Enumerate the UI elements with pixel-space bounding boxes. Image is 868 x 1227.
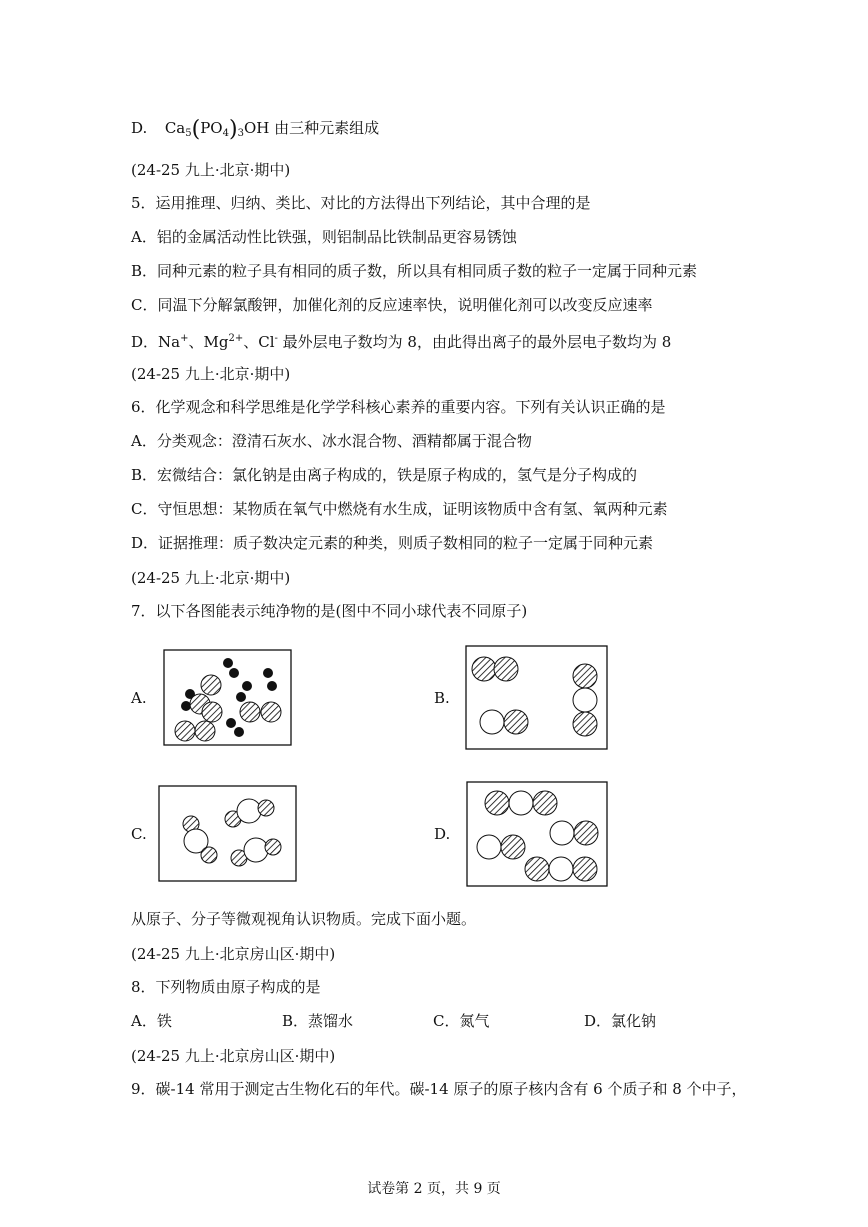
- q8-option-b[interactable]: B．蒸馏水: [282, 1012, 354, 1030]
- q7-stem: 7．以下各图能表示纯净物的是(图中不同小球代表不同原子): [131, 602, 528, 620]
- q8-option-a[interactable]: A．铁: [131, 1012, 172, 1030]
- q6-stem: 6．化学观念和科学思维是化学学科核心素养的重要内容。下列有关认识正确的是: [131, 398, 666, 416]
- q8-option-c[interactable]: C．氮气: [433, 1012, 490, 1030]
- q5-stem: 5．运用推理、归纳、类比、对比的方法得出下列结论，其中合理的是: [131, 194, 591, 212]
- source-tag: (24-25 九上·北京·期中): [131, 365, 291, 383]
- q4-option-d-label: D.: [131, 119, 148, 137]
- q5-option-a[interactable]: A．铝的金属活动性比铁强，则铝制品比铁制品更容易锈蚀: [131, 228, 517, 246]
- q7-label-b[interactable]: B.: [434, 689, 450, 707]
- q5-option-c[interactable]: C．同温下分解氯酸钾，加催化剂的反应速率快，说明催化剂可以改变反应速率: [131, 296, 653, 314]
- q9-stem: 9．碳-14 常用于测定古生物化石的年代。碳-14 原子的原子核内含有 6 个质子和 8 个中子，: [131, 1080, 747, 1098]
- q7-figure-d[interactable]: [467, 782, 607, 886]
- q4-formula: $Ca_5(PO_4)_3OH$: [164, 117, 270, 142]
- q5-option-d[interactable]: D．Na+、$Mg^{2+}$、Cl- 最外层电子数均为 8，由此得出离子的最外层电子数均为 8: [131, 333, 672, 351]
- q4-option-d: [131, 118, 379, 144]
- source-tag: (24-25 九上·北京·期中): [131, 569, 291, 587]
- q5-option-b[interactable]: B．同种元素的粒子具有相同的质子数，所以具有相同质子数的粒子一定属于同种元素: [131, 262, 698, 280]
- source-tag: (24-25 九上·北京房山区·期中): [131, 1047, 336, 1065]
- q7-figure-a[interactable]: [164, 650, 291, 745]
- q7-figures: [0, 640, 868, 900]
- q7-label-d[interactable]: D.: [434, 825, 451, 843]
- page-footer: 试卷第 2 页，共 9 页: [367, 1181, 501, 1197]
- q8-options: [131, 1011, 691, 1031]
- q8-stem: 8．下列物质由原子构成的是: [131, 978, 321, 996]
- q6-option-b[interactable]: B．宏微结合：氯化钠是由离子构成的，铁是原子构成的，氢气是分子构成的: [131, 466, 638, 484]
- q6-option-a[interactable]: A．分类观念：澄清石灰水、冰水混合物、酒精都属于混合物: [131, 432, 532, 450]
- source-tag: (24-25 九上·北京房山区·期中): [131, 945, 336, 963]
- q6-option-d[interactable]: D．证据推理：质子数决定元素的种类，则质子数相同的粒子一定属于同种元素: [131, 534, 654, 552]
- q7-figure-c[interactable]: [159, 786, 296, 881]
- q4-option-d-text: 由三种元素组成: [274, 119, 380, 137]
- q8-option-d[interactable]: D．氯化钠: [584, 1012, 657, 1030]
- q7-label-a[interactable]: A.: [131, 689, 147, 707]
- q7-label-c[interactable]: C.: [131, 825, 147, 843]
- intro-q8-q9: 从原子、分子等微观视角认识物质。完成下面小题。: [131, 910, 477, 928]
- source-tag: (24-25 九上·北京·期中): [131, 161, 291, 179]
- q6-option-c[interactable]: C．守恒思想：某物质在氧气中燃烧有水生成，证明该物质中含有氢、氧两种元素: [131, 500, 668, 518]
- q7-figure-b[interactable]: [466, 646, 607, 749]
